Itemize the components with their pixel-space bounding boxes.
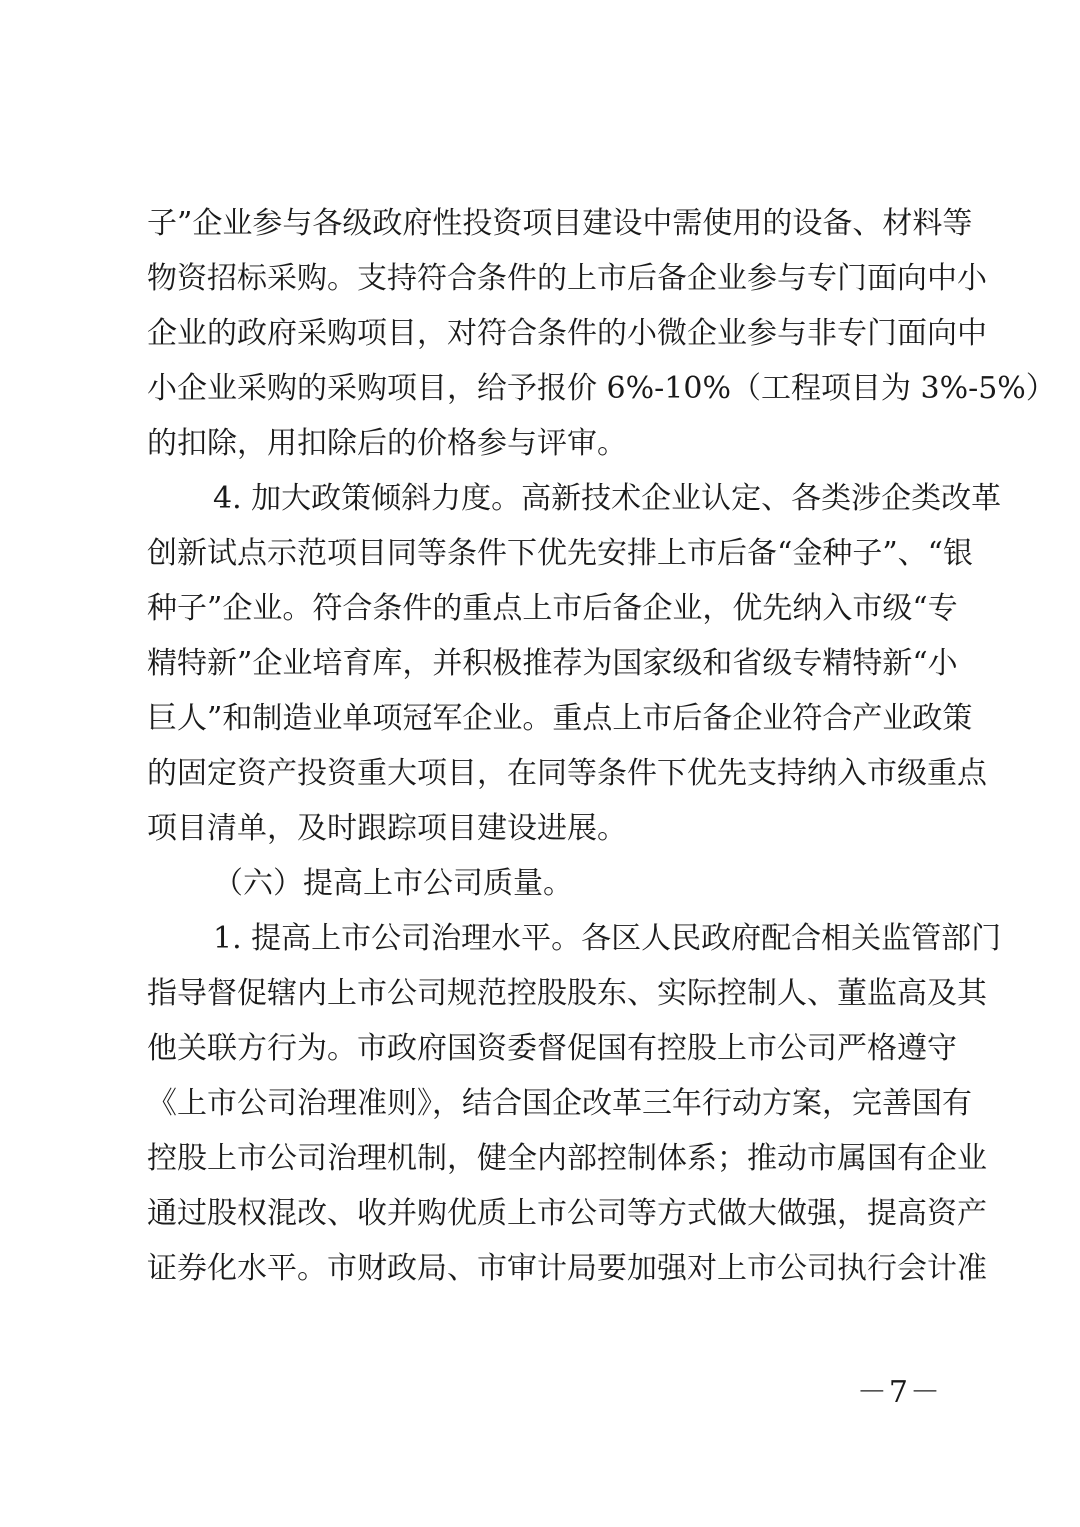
- text-line: 证券化水平。市财政局、市审计局要加强对上市公司执行会计准: [147, 1251, 987, 1286]
- text-line: 物资招标采购。支持符合条件的上市后备企业参与专门面向中小: [147, 261, 987, 296]
- text-line: 他关联方行为。市政府国资委督促国有控股上市公司严格遵守: [147, 1031, 957, 1066]
- text-line: 企业的政府采购项目，对符合条件的小微企业参与非专门面向中: [147, 316, 987, 351]
- text-line: 精特新”企业培育库，并积极推荐为国家级和省级专精特新“小: [147, 646, 958, 681]
- section-heading: （六）提高上市公司质量。: [213, 866, 573, 901]
- paragraph-start-line: 4. 加大政策倾斜力度。高新技术企业认定、各类涉企类改革: [213, 481, 1002, 516]
- text-line: 创新试点示范项目同等条件下优先安排上市后备“金种子”、“银: [147, 536, 974, 571]
- text-line: 的固定资产投资重大项目，在同等条件下优先支持纳入市级重点: [147, 756, 987, 791]
- text-line: 《上市公司治理准则》，结合国企改革三年行动方案，完善国有: [147, 1086, 972, 1121]
- page-number: －7－: [856, 1375, 942, 1410]
- text-line: 指导督促辖内上市公司规范控股股东、实际控制人、董监高及其: [147, 976, 987, 1011]
- text-line: 种子”企业。符合条件的重点上市后备企业，优先纳入市级“专: [147, 591, 958, 626]
- body-text: [147, 196, 1056, 1296]
- text-line: 小企业采购的采购项目，给予报价 6%-10%（工程项目为 3%-5%）: [147, 371, 1056, 406]
- text-line: 控股上市公司治理机制，健全内部控制体系；推动市属国有企业: [147, 1141, 987, 1176]
- text-line: 巨人”和制造业单项冠军企业。重点上市后备企业符合产业政策: [147, 701, 973, 736]
- text-line: 项目清单，及时跟踪项目建设进展。: [147, 811, 627, 846]
- paragraph-start-line: 1. 提高上市公司治理水平。各区人民政府配合相关监管部门: [213, 921, 1002, 956]
- text-line: 子”企业参与各级政府性投资项目建设中需使用的设备、材料等: [147, 206, 973, 241]
- text-line: 的扣除，用扣除后的价格参与评审。: [147, 426, 627, 461]
- text-line: 通过股权混改、收并购优质上市公司等方式做大做强，提高资产: [147, 1196, 987, 1231]
